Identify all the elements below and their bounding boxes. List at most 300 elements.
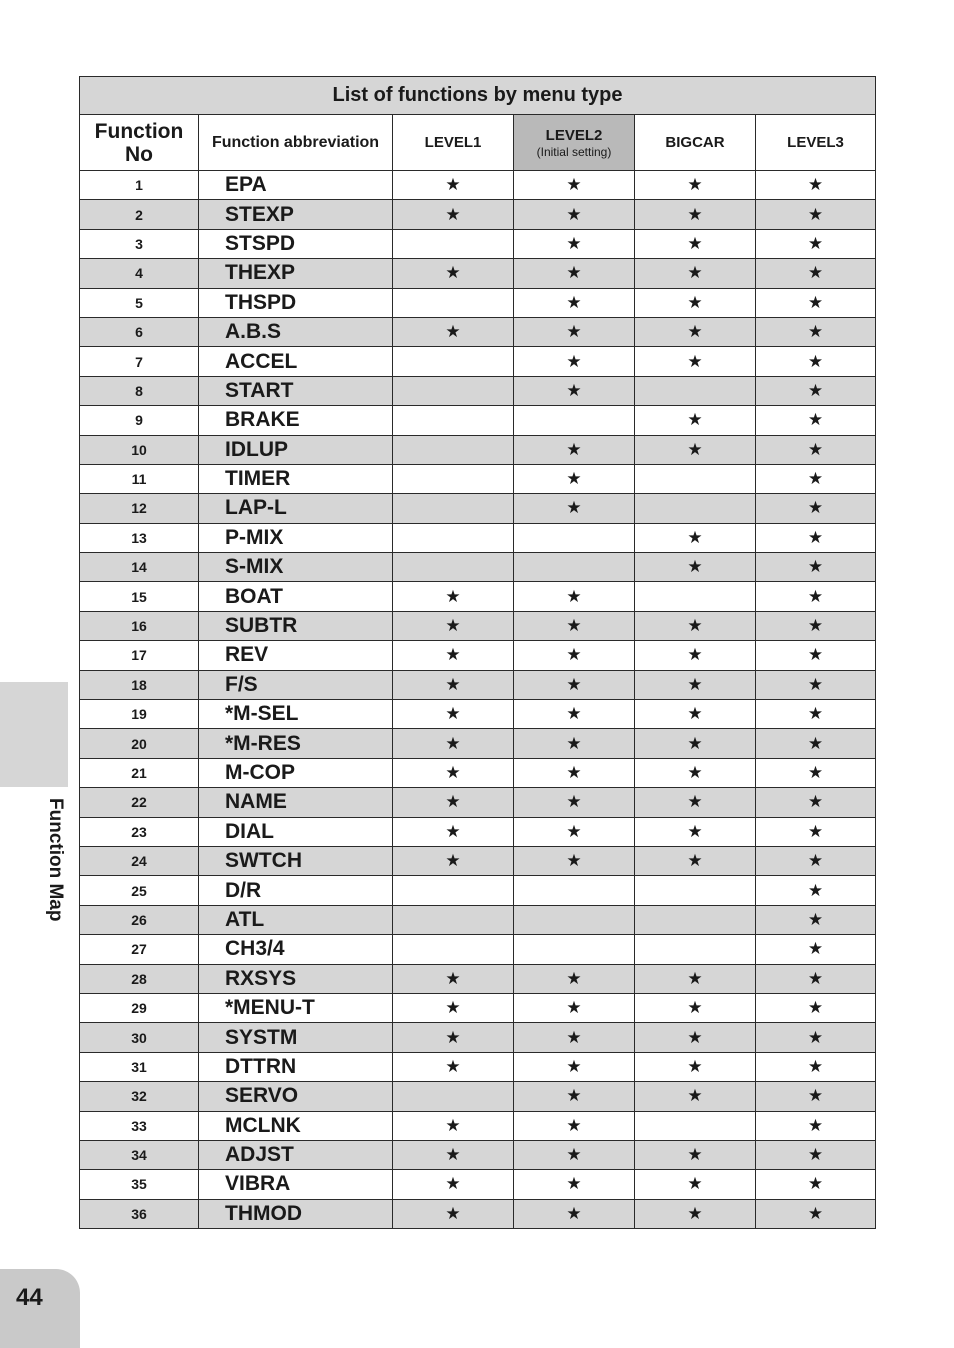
star-icon: ★	[807, 498, 824, 519]
star-icon: ★	[807, 557, 824, 578]
function-number: 14	[80, 553, 199, 582]
table-row	[80, 347, 876, 376]
bigcar-cell	[635, 1199, 756, 1228]
table-row	[80, 905, 876, 934]
star-icon: ★	[445, 1056, 461, 1077]
table-row	[80, 935, 876, 964]
star-icon: ★	[687, 998, 703, 1019]
star-icon: ★	[445, 204, 461, 225]
function-number: 15	[80, 582, 199, 611]
level2-cell	[514, 905, 635, 934]
table-row	[80, 993, 876, 1022]
level3-cell	[756, 523, 876, 552]
level1-cell	[393, 905, 514, 934]
level1-cell	[393, 435, 514, 464]
table-row	[80, 876, 876, 905]
level1-cell	[393, 1170, 514, 1199]
function-table	[79, 76, 876, 1229]
table-row	[80, 1199, 876, 1228]
table-row	[80, 523, 876, 552]
function-number: 10	[80, 435, 199, 464]
table-row	[80, 582, 876, 611]
function-number: 33	[80, 1111, 199, 1140]
level1-cell	[393, 670, 514, 699]
level3-cell	[756, 1140, 876, 1169]
level1-cell	[393, 406, 514, 435]
side-tab-label: Function Map	[45, 798, 66, 922]
header-level2-label: LEVEL2	[545, 126, 603, 144]
table-title: List of functions by menu type	[80, 77, 876, 115]
level3-cell	[756, 494, 876, 523]
star-icon: ★	[687, 645, 703, 666]
star-icon: ★	[687, 263, 703, 284]
star-icon: ★	[566, 792, 582, 813]
level1-cell	[393, 729, 514, 758]
table-row	[80, 1052, 876, 1081]
star-icon: ★	[687, 292, 703, 313]
star-icon: ★	[445, 792, 461, 813]
level1-cell	[393, 1082, 514, 1111]
header-level1: LEVEL1	[393, 115, 514, 171]
star-icon: ★	[566, 821, 582, 842]
bigcar-cell	[635, 288, 756, 317]
table-row	[80, 641, 876, 670]
star-icon: ★	[566, 1174, 582, 1195]
bigcar-cell	[635, 259, 756, 288]
function-number: 1	[80, 171, 199, 200]
star-icon: ★	[687, 175, 703, 196]
level1-cell	[393, 641, 514, 670]
function-number: 8	[80, 376, 199, 405]
level1-cell	[393, 1199, 514, 1228]
star-icon: ★	[807, 939, 824, 960]
function-abbreviation: TIMER	[199, 464, 393, 493]
star-icon: ★	[807, 1027, 824, 1048]
bigcar-cell	[635, 611, 756, 640]
function-number: 23	[80, 817, 199, 846]
function-number: 26	[80, 905, 199, 934]
function-abbreviation: THMOD	[199, 1199, 393, 1228]
star-icon: ★	[445, 968, 461, 989]
level2-cell	[514, 993, 635, 1022]
level1-cell	[393, 1111, 514, 1140]
level2-cell	[514, 1111, 635, 1140]
function-abbreviation: S-MIX	[199, 553, 393, 582]
level2-cell	[514, 288, 635, 317]
function-abbreviation: REV	[199, 641, 393, 670]
table-row	[80, 611, 876, 640]
function-abbreviation: VIBRA	[199, 1170, 393, 1199]
star-icon: ★	[566, 1145, 582, 1166]
level3-cell	[756, 376, 876, 405]
star-icon: ★	[566, 380, 582, 401]
function-number: 3	[80, 229, 199, 258]
bigcar-cell	[635, 935, 756, 964]
star-icon: ★	[445, 1115, 461, 1136]
star-icon: ★	[807, 380, 824, 401]
function-abbreviation: STSPD	[199, 229, 393, 258]
star-icon: ★	[807, 263, 824, 284]
star-icon: ★	[687, 968, 703, 989]
level2-cell	[514, 171, 635, 200]
star-icon: ★	[566, 292, 582, 313]
level2-cell	[514, 1170, 635, 1199]
star-icon: ★	[445, 1027, 461, 1048]
star-icon: ★	[807, 469, 824, 490]
star-icon: ★	[566, 175, 582, 196]
star-icon: ★	[566, 469, 582, 490]
level1-cell	[393, 523, 514, 552]
level2-cell	[514, 494, 635, 523]
star-icon: ★	[566, 763, 582, 783]
star-icon: ★	[445, 263, 461, 284]
star-icon: ★	[687, 351, 703, 372]
level1-cell	[393, 317, 514, 346]
level3-cell	[756, 1052, 876, 1081]
level1-cell	[393, 1140, 514, 1169]
function-number: 34	[80, 1140, 199, 1169]
level2-cell	[514, 523, 635, 552]
function-number: 6	[80, 317, 199, 346]
level2-cell	[514, 259, 635, 288]
level3-cell	[756, 670, 876, 699]
level3-cell	[756, 1111, 876, 1140]
level1-cell	[393, 288, 514, 317]
level2-cell	[514, 817, 635, 846]
function-number: 11	[80, 464, 199, 493]
level2-cell	[514, 464, 635, 493]
function-number: 20	[80, 729, 199, 758]
table-row	[80, 670, 876, 699]
level3-cell	[756, 611, 876, 640]
level3-cell	[756, 993, 876, 1022]
level2-cell	[514, 1199, 635, 1228]
table-body	[80, 171, 876, 1229]
level1-cell	[393, 964, 514, 993]
level2-cell	[514, 935, 635, 964]
function-abbreviation: BOAT	[199, 582, 393, 611]
function-number: 21	[80, 758, 199, 787]
level3-cell	[756, 200, 876, 229]
function-number: 2	[80, 200, 199, 229]
level3-cell	[756, 758, 876, 787]
star-icon: ★	[807, 763, 824, 783]
table-row	[80, 964, 876, 993]
star-icon: ★	[687, 527, 703, 548]
function-abbreviation: CH3/4	[199, 935, 393, 964]
function-abbreviation: M-COP	[199, 758, 393, 787]
star-icon: ★	[566, 498, 582, 519]
level3-cell	[756, 935, 876, 964]
table-row	[80, 200, 876, 229]
bigcar-cell	[635, 553, 756, 582]
function-number: 24	[80, 846, 199, 875]
level1-cell	[393, 758, 514, 787]
function-number: 13	[80, 523, 199, 552]
level3-cell	[756, 229, 876, 258]
header-level2-sub: (Initial setting)	[536, 144, 612, 159]
function-abbreviation: THEXP	[199, 259, 393, 288]
function-abbreviation: A.B.S	[199, 317, 393, 346]
function-abbreviation: *M-RES	[199, 729, 393, 758]
level3-cell	[756, 788, 876, 817]
level1-cell	[393, 200, 514, 229]
level1-cell	[393, 347, 514, 376]
function-number: 16	[80, 611, 199, 640]
level2-cell	[514, 876, 635, 905]
function-number: 22	[80, 788, 199, 817]
function-number: 29	[80, 993, 199, 1022]
function-number: 28	[80, 964, 199, 993]
level1-cell	[393, 553, 514, 582]
bigcar-cell	[635, 876, 756, 905]
table-row	[80, 229, 876, 258]
function-abbreviation: ADJST	[199, 1140, 393, 1169]
bigcar-cell	[635, 964, 756, 993]
level2-cell	[514, 317, 635, 346]
star-icon: ★	[807, 821, 824, 842]
star-icon: ★	[807, 233, 824, 254]
level1-cell	[393, 259, 514, 288]
star-icon: ★	[807, 1145, 824, 1166]
star-icon: ★	[445, 851, 461, 872]
table-row	[80, 259, 876, 288]
function-abbreviation: BRAKE	[199, 406, 393, 435]
level3-cell	[756, 347, 876, 376]
level2-cell	[514, 788, 635, 817]
star-icon: ★	[566, 1027, 582, 1048]
level2-cell	[514, 1052, 635, 1081]
star-icon: ★	[687, 410, 703, 431]
level2-cell	[514, 1082, 635, 1111]
level3-cell	[756, 464, 876, 493]
level3-cell	[756, 553, 876, 582]
table-row	[80, 729, 876, 758]
bigcar-cell	[635, 1111, 756, 1140]
level2-cell	[514, 229, 635, 258]
function-abbreviation: RXSYS	[199, 964, 393, 993]
table-row	[80, 700, 876, 729]
star-icon: ★	[566, 645, 582, 666]
level1-cell	[393, 876, 514, 905]
level2-cell	[514, 553, 635, 582]
bigcar-cell	[635, 817, 756, 846]
level3-cell	[756, 259, 876, 288]
level3-cell	[756, 171, 876, 200]
star-icon: ★	[445, 763, 461, 783]
header-level2	[514, 115, 635, 171]
star-icon: ★	[445, 998, 461, 1019]
function-abbreviation: STEXP	[199, 200, 393, 229]
star-icon: ★	[687, 1086, 703, 1107]
table-row	[80, 406, 876, 435]
header-bigcar: BIGCAR	[635, 115, 756, 171]
star-icon: ★	[687, 233, 703, 254]
bigcar-cell	[635, 1140, 756, 1169]
star-icon: ★	[687, 792, 703, 813]
header-function-no	[80, 115, 199, 171]
function-abbreviation: F/S	[199, 670, 393, 699]
function-number: 18	[80, 670, 199, 699]
star-icon: ★	[566, 1203, 582, 1224]
level3-cell	[756, 1023, 876, 1052]
star-icon: ★	[807, 880, 824, 901]
level3-cell	[756, 288, 876, 317]
level3-cell	[756, 700, 876, 729]
function-abbreviation: LAP-L	[199, 494, 393, 523]
star-icon: ★	[566, 851, 582, 872]
star-icon: ★	[807, 1086, 824, 1107]
star-icon: ★	[445, 733, 461, 754]
function-abbreviation: *M-SEL	[199, 700, 393, 729]
star-icon: ★	[807, 645, 824, 666]
star-icon: ★	[566, 968, 582, 989]
bigcar-cell	[635, 788, 756, 817]
function-abbreviation: NAME	[199, 788, 393, 817]
side-tab	[0, 682, 68, 787]
level2-cell	[514, 846, 635, 875]
function-abbreviation: SWTCH	[199, 846, 393, 875]
bigcar-cell	[635, 993, 756, 1022]
star-icon: ★	[445, 322, 461, 343]
bigcar-cell	[635, 171, 756, 200]
star-icon: ★	[687, 557, 703, 578]
level1-cell	[393, 935, 514, 964]
function-abbreviation: *MENU-T	[199, 993, 393, 1022]
bigcar-cell	[635, 229, 756, 258]
table-row	[80, 435, 876, 464]
level2-cell	[514, 200, 635, 229]
function-abbreviation: IDLUP	[199, 435, 393, 464]
star-icon: ★	[687, 704, 703, 725]
star-icon: ★	[687, 821, 703, 842]
function-number: 7	[80, 347, 199, 376]
star-icon: ★	[566, 204, 582, 225]
level1-cell	[393, 846, 514, 875]
function-number: 31	[80, 1052, 199, 1081]
function-number: 17	[80, 641, 199, 670]
star-icon: ★	[566, 704, 582, 725]
table-row	[80, 1140, 876, 1169]
function-number: 30	[80, 1023, 199, 1052]
level1-cell	[393, 611, 514, 640]
level3-cell	[756, 846, 876, 875]
level3-cell	[756, 1082, 876, 1111]
level3-cell	[756, 905, 876, 934]
level2-cell	[514, 435, 635, 464]
star-icon: ★	[687, 322, 703, 343]
level3-cell	[756, 729, 876, 758]
level3-cell	[756, 817, 876, 846]
star-icon: ★	[807, 998, 824, 1019]
level2-cell	[514, 1140, 635, 1169]
function-number: 4	[80, 259, 199, 288]
star-icon: ★	[566, 616, 582, 637]
level2-cell	[514, 611, 635, 640]
table-row	[80, 171, 876, 200]
bigcar-cell	[635, 846, 756, 875]
level3-cell	[756, 406, 876, 435]
star-icon: ★	[807, 1115, 824, 1136]
star-icon: ★	[807, 527, 824, 548]
bigcar-cell	[635, 406, 756, 435]
star-icon: ★	[807, 616, 824, 637]
function-number: 32	[80, 1082, 199, 1111]
level2-cell	[514, 1023, 635, 1052]
star-icon: ★	[807, 674, 824, 695]
table-row	[80, 288, 876, 317]
bigcar-cell	[635, 1052, 756, 1081]
level2-cell	[514, 670, 635, 699]
table-row	[80, 376, 876, 405]
star-icon: ★	[687, 674, 703, 695]
bigcar-cell	[635, 494, 756, 523]
function-abbreviation: P-MIX	[199, 523, 393, 552]
header-abbreviation: Function abbreviation	[199, 115, 393, 171]
header-function-no-line2: No	[125, 142, 153, 166]
bigcar-cell	[635, 1170, 756, 1199]
bigcar-cell	[635, 582, 756, 611]
function-abbreviation: MCLNK	[199, 1111, 393, 1140]
level2-cell	[514, 641, 635, 670]
bigcar-cell	[635, 523, 756, 552]
bigcar-cell	[635, 435, 756, 464]
function-abbreviation: START	[199, 376, 393, 405]
star-icon: ★	[566, 733, 582, 754]
function-number: 5	[80, 288, 199, 317]
table-row	[80, 1082, 876, 1111]
table-row	[80, 758, 876, 787]
star-icon: ★	[807, 1203, 824, 1224]
star-icon: ★	[687, 1056, 703, 1077]
star-icon: ★	[566, 263, 582, 284]
star-icon: ★	[807, 175, 824, 196]
function-abbreviation: ACCEL	[199, 347, 393, 376]
level1-cell	[393, 817, 514, 846]
table-row	[80, 1111, 876, 1140]
bigcar-cell	[635, 347, 756, 376]
bigcar-cell	[635, 1082, 756, 1111]
table-row	[80, 1170, 876, 1199]
level2-cell	[514, 376, 635, 405]
bigcar-cell	[635, 641, 756, 670]
bigcar-cell	[635, 905, 756, 934]
star-icon: ★	[687, 851, 703, 872]
star-icon: ★	[566, 351, 582, 372]
bigcar-cell	[635, 317, 756, 346]
function-number: 35	[80, 1170, 199, 1199]
level3-cell	[756, 964, 876, 993]
table-row	[80, 464, 876, 493]
function-number: 19	[80, 700, 199, 729]
star-icon: ★	[807, 704, 824, 725]
table-row	[80, 817, 876, 846]
star-icon: ★	[445, 616, 461, 637]
star-icon: ★	[807, 792, 824, 813]
level1-cell	[393, 700, 514, 729]
star-icon: ★	[807, 586, 824, 607]
header-function-no-line1: Function	[94, 119, 184, 143]
function-abbreviation: EPA	[199, 171, 393, 200]
level3-cell	[756, 1199, 876, 1228]
header-level3: LEVEL3	[756, 115, 876, 171]
level1-cell	[393, 1023, 514, 1052]
star-icon: ★	[807, 322, 824, 343]
star-icon: ★	[807, 292, 824, 313]
table-row	[80, 846, 876, 875]
star-icon: ★	[687, 763, 703, 783]
page-number: 44	[16, 1284, 43, 1311]
